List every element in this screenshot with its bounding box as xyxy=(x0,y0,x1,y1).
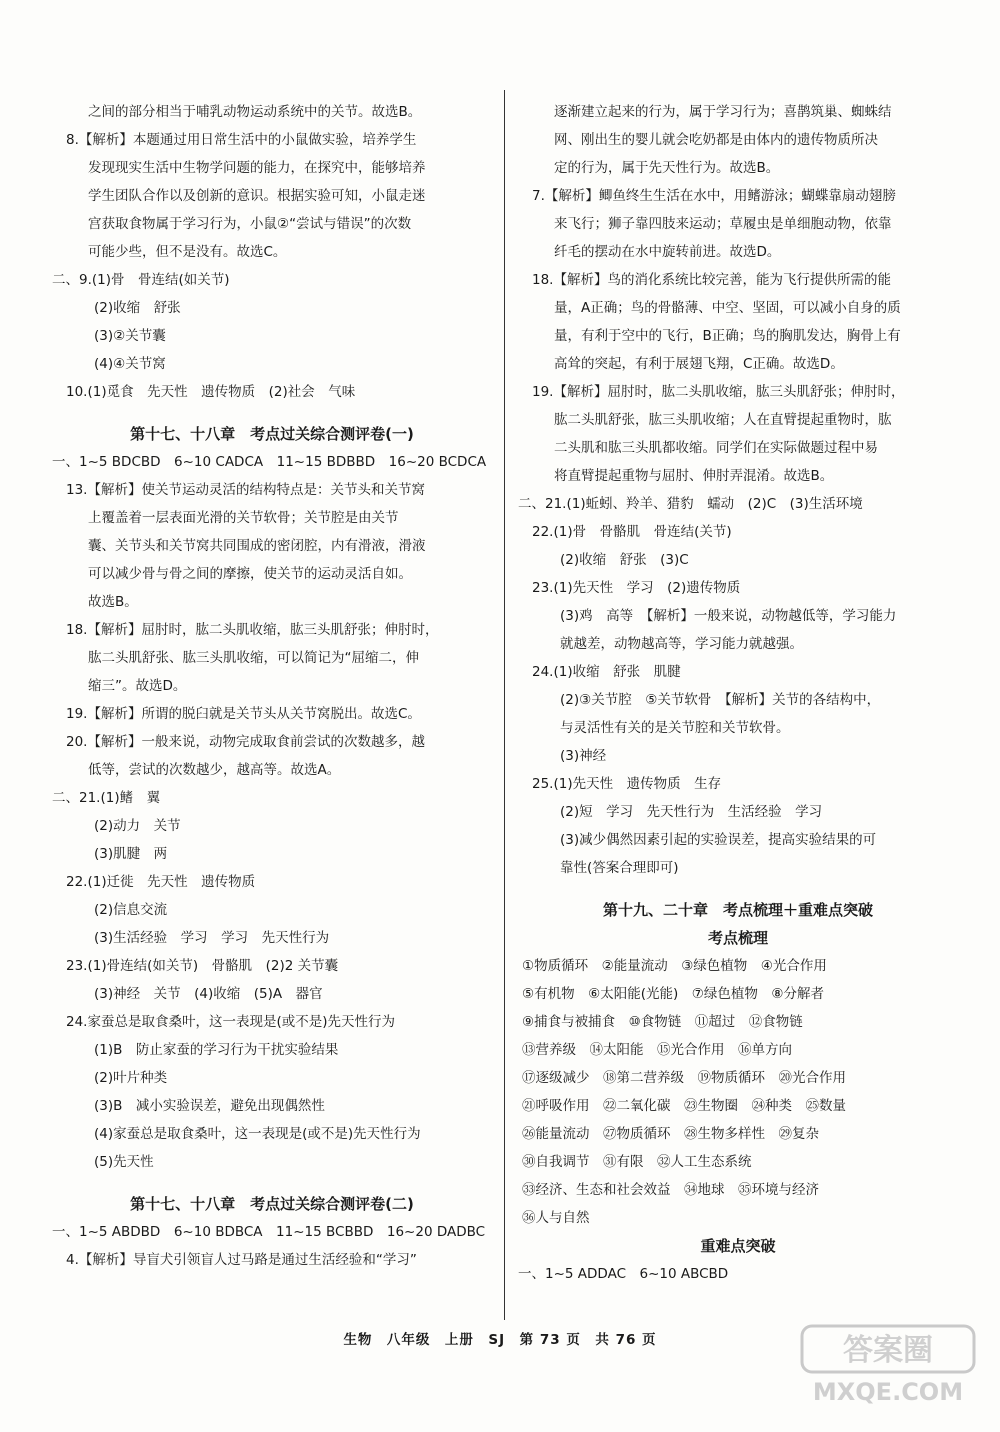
text-line: (4)家蚕总是取食桑叶，这一表现是(或不是)先天性行为 xyxy=(94,1126,421,1142)
text-line: (2)收缩 舒张 xyxy=(94,300,181,316)
text-line: 将直臂提起重物与屈肘、伸肘弄混淆。故选B。 xyxy=(554,468,834,484)
text-line: ㉑呼吸作用 ㉒二氧化碳 ㉓生物圈 ㉔种类 ㉕数量 xyxy=(522,1098,846,1114)
left-column xyxy=(52,98,492,1274)
section-heading: 第十九、二十章 考点梳理＋重难点突破 xyxy=(602,901,873,919)
text-line: 逐渐建立起来的行为，属于学习行为；喜鹊筑巢、蜘蛛结 xyxy=(554,104,892,120)
spacer xyxy=(518,882,958,896)
text-line: 24.家蚕总是取食桑叶，这一表现是(或不是)先天性行为 xyxy=(66,1014,396,1030)
text-line: 可能少些，但不是没有。故选C。 xyxy=(88,244,287,260)
text-line: 上覆盖着一层表面光滑的关节软骨；关节腔是由关节 xyxy=(88,510,399,526)
text-line: 7.【解析】鲫鱼终生生活在水中，用鳍游泳；蝴蝶靠扇动翅膀 xyxy=(532,188,896,204)
text-line: 一、1~5 ABDBD 6~10 BDBCA 11~15 BCBBD 16~20 DADBC xyxy=(52,1224,486,1240)
text-line: ㉖能量流动 ㉗物质循环 ㉘生物多样性 ㉙复杂 xyxy=(522,1126,819,1142)
text-line: 来飞行；狮子靠四肢来运动；草履虫是单细胞动物，依靠 xyxy=(554,216,892,232)
text-line: 缩三”。故选D。 xyxy=(88,678,187,694)
text-line: (1)B 防止家蚕的学习行为干扰实验结果 xyxy=(94,1042,339,1058)
text-line: 量，A正确；鸟的骨骼薄、中空、坚固，可以减小自身的质 xyxy=(554,300,901,316)
text-line: 22.(1)迁徙 先天性 遗传物质 xyxy=(66,874,256,890)
text-line: 靠性(答案合理即可) xyxy=(560,860,679,876)
text-line: ⑤有机物 ⑥太阳能(光能) ⑦绿色植物 ⑧分解者 xyxy=(522,986,824,1002)
text-line: (2)叶片种类 xyxy=(94,1070,168,1086)
text-line: 一、1~5 ADDAC 6~10 ABCBD xyxy=(518,1266,729,1282)
page-footer: 生物 八年级 上册 SJ 第 73 页 共 76 页 xyxy=(343,1332,657,1348)
text-line: 低等，尝试的次数越少，越高等。故选A。 xyxy=(88,762,341,778)
text-line: 二、21.(1)蚯蚓、羚羊、猎豹 蠕动 (2)C (3)生活环境 xyxy=(518,496,863,512)
text-line: (3)生活经验 学习 学习 先天性行为 xyxy=(94,930,330,946)
spacer xyxy=(52,406,492,420)
text-line: ⑨捕食与被捕食 ⑩食物链 ⑪超过 ⑫食物链 xyxy=(522,1014,803,1030)
text-line: 8.【解析】本题通过用日常生活中的小鼠做实验，培养学生 xyxy=(66,132,417,148)
text-line: 一、1~5 BDCBD 6~10 CADCA 11~15 BDBBD 16~20 BCDCA xyxy=(52,454,487,470)
text-line: 学生团队合作以及创新的意识。根据实验可知，小鼠走迷 xyxy=(88,188,426,204)
section-heading: 考点梳理 xyxy=(707,929,768,947)
text-line: (3)鸡 高等 【解析】一般来说，动物越低等，学习能力 xyxy=(560,608,897,624)
text-line: ㊱人与自然 xyxy=(522,1210,590,1226)
text-line: (3)肌腱 两 xyxy=(94,846,168,862)
watermark-top: 答案圈 xyxy=(843,1333,933,1368)
column-divider xyxy=(504,90,505,1320)
text-line: 19.【解析】所谓的脱臼就是关节头从关节窝脱出。故选C。 xyxy=(66,706,421,722)
text-line: ⑬营养级 ⑭太阳能 ⑮光合作用 ⑯单方向 xyxy=(522,1042,792,1058)
text-line: 24.(1)收缩 舒张 肌腱 xyxy=(532,664,681,680)
text-line: ㉚自我调节 ㉛有限 ㉜人工生态系统 xyxy=(522,1154,752,1170)
text-line: 与灵活性有关的是关节腔和关节软骨。 xyxy=(560,720,790,736)
text-line: 4.【解析】导盲犬引领盲人过马路是通过生活经验和“学习” xyxy=(66,1252,417,1268)
watermark-bottom: MXQE.COM xyxy=(812,1378,964,1406)
text-line: 肱二头肌舒张、肱三头肌收缩，可以简记为“屈缩二，伸 xyxy=(88,650,419,666)
text-line: 可以减少骨与骨之间的摩擦，使关节的运动灵活自如。 xyxy=(88,566,412,582)
text-line: 发现现实生活中生物学问题的能力，在探究中，能够培养 xyxy=(88,160,426,176)
text-line: 高耸的突起，有利于展翅飞翔，C正确。故选D。 xyxy=(554,356,844,372)
text-line: 肱二头肌舒张，肱三头肌收缩；人在直臂提起重物时，肱 xyxy=(554,412,892,428)
text-line: (2)信息交流 xyxy=(94,902,168,918)
section-heading: 第十七、十八章 考点过关综合测评卷(一) xyxy=(130,425,414,443)
text-line: 之间的部分相当于哺乳动物运动系统中的关节。故选B。 xyxy=(88,104,422,120)
text-line: 10.(1)觅食 先天性 遗传物质 (2)社会 气味 xyxy=(66,384,356,400)
text-line: 23.(1)先天性 学习 (2)遗传物质 xyxy=(532,580,741,596)
text-line: 23.(1)骨连结(如关节) 骨骼肌 (2)2 关节囊 xyxy=(66,958,339,974)
text-line: 19.【解析】屈肘时，肱二头肌收缩，肱三头肌舒张；伸肘时， xyxy=(532,384,905,400)
text-line: 13.【解析】使关节运动灵活的结构特点是：关节头和关节窝 xyxy=(66,482,425,498)
text-line: (3)B 减小实验误差，避免出现偶然性 xyxy=(94,1098,325,1114)
text-line: 25.(1)先天性 遗传物质 生存 xyxy=(532,776,722,792)
text-line: (2)短 学习 先天性行为 生活经验 学习 xyxy=(560,804,823,820)
text-line: 故选B。 xyxy=(88,594,138,610)
text-line: 18.【解析】屈肘时，肱二头肌收缩，肱三头肌舒张；伸肘时， xyxy=(66,622,439,638)
text-line: 二头肌和肱三头肌都收缩。同学们在实际做题过程中易 xyxy=(554,440,878,456)
text-line: (2)③关节腔 ⑤关节软骨 【解析】关节的各结构中， xyxy=(560,692,881,708)
text-line: 纤毛的摆动在水中旋转前进。故选D。 xyxy=(554,244,781,260)
text-line: 囊、关节头和关节窝共同围成的密闭腔，内有滑液，滑液 xyxy=(88,538,426,554)
text-line: 就越差，动物越高等，学习能力就越强。 xyxy=(560,636,803,652)
text-line: 二、21.(1)鳍 翼 xyxy=(52,790,161,806)
text-line: (3)②关节囊 xyxy=(94,328,166,344)
text-line: 18.【解析】鸟的消化系统比较完善，能为飞行提供所需的能 xyxy=(532,272,891,288)
text-line: ①物质循环 ②能量流动 ③绿色植物 ④光合作用 xyxy=(522,958,827,974)
right-column xyxy=(518,98,958,1288)
text-line: 20.【解析】一般来说，动物完成取食前尝试的次数越多，越 xyxy=(66,734,425,750)
text-line: 定的行为，属于先天性行为。故选B。 xyxy=(554,160,780,176)
text-line: (5)先天性 xyxy=(94,1154,154,1170)
text-line: (3)神经 关节 (4)收缩 (5)A 器官 xyxy=(94,986,323,1002)
text-line: ㉝经济、生态和社会效益 ㉞地球 ㉟环境与经济 xyxy=(522,1182,819,1198)
watermark-logo xyxy=(798,1320,978,1410)
text-line: 宫获取食物属于学习行为，小鼠②“尝试与错误”的次数 xyxy=(88,216,412,232)
text-line: 量，有利于空中的飞行，B正确；鸟的胸肌发达，胸骨上有 xyxy=(554,328,901,344)
text-line: 二、9.(1)骨 骨连结(如关节) xyxy=(52,272,230,288)
text-line: (2)动力 关节 xyxy=(94,818,181,834)
text-line: (2)收缩 舒张 (3)C xyxy=(560,552,689,568)
text-line: ⑰逐级减少 ⑱第二营养级 ⑲物质循环 ⑳光合作用 xyxy=(522,1070,846,1086)
spacer xyxy=(52,1176,492,1190)
text-line: (4)④关节窝 xyxy=(94,356,166,372)
text-line: (3)减少偶然因素引起的实验误差，提高实验结果的可 xyxy=(560,832,877,848)
text-line: 22.(1)骨 骨骼肌 骨连结(关节) xyxy=(532,524,732,540)
section-heading: 第十七、十八章 考点过关综合测评卷(二) xyxy=(130,1195,414,1213)
text-line: 网、刚出生的婴儿就会吃奶都是由体内的遗传物质所决 xyxy=(554,132,878,148)
watermark-icon xyxy=(798,1320,978,1410)
text-line: (3)神经 xyxy=(560,748,607,764)
section-heading: 重难点突破 xyxy=(700,1237,776,1255)
